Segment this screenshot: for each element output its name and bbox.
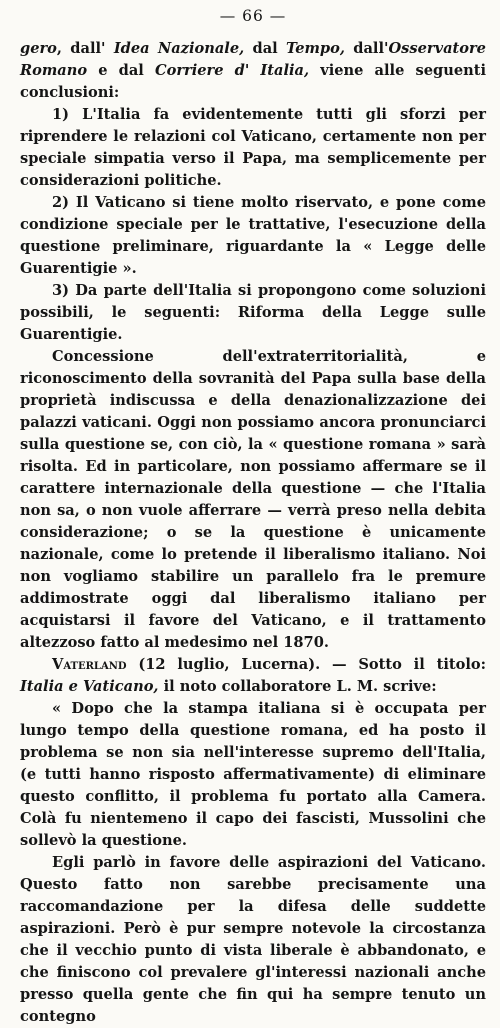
newspaper-title: Corriere d' Italia, xyxy=(154,62,310,79)
paragraph-sources xyxy=(20,38,486,104)
text-fragment: dal xyxy=(244,40,287,57)
newspaper-title: Tempo, xyxy=(286,40,345,57)
paragraph-point-3: 3) Da parte dell'Italia si propongono come soluzioni possibili, le seguenti: Riforma della Legge sulle Guarentigie. xyxy=(20,282,486,343)
paragraph-concession: Concessione dell'extraterritorialità, e riconoscimento della sovranità del Papa sulla base della proprietà indiscussa e della denazionalizzazione dei palazzi vaticani. Oggi non possiamo ancora pronunciarci sulla questione se, con ciò, la « questione romana » sarà risolta. Ed in particolare, non possiamo affermare se il carattere internazionale della questione — che l'Italia non sa, o non vuole afferrare — verrà preso nella debita considerazione; o se la questione è unicamente nazionale, come lo pretende il liberalismo italiano. Noi non vogliamo stabilire un parallelo fra le premure addimostrate oggi dal liberalismo italiano per acquistarsi il favore del Vaticano, e il trattamento altezzoso fatto al medesimo nel 1870. xyxy=(20,348,486,651)
text-fragment: e dal xyxy=(87,62,155,79)
newspaper-title: Osservatore Romano xyxy=(20,40,486,79)
body-text xyxy=(20,38,486,1028)
text-fragment: , dall' xyxy=(56,40,114,57)
page-number: — 66 — xyxy=(219,7,287,25)
newspaper-title: Idea Nazionale, xyxy=(113,40,245,57)
paragraph-point-2: 2) Il Vaticano si tiene molto riservato, e pone come condizione speciale per le trattative, l'esecuzione della questione preliminare, riguardante la « Legge delle Guarentigie ». xyxy=(20,194,486,277)
paragraph-mussolini: Egli parlò in favore delle aspirazioni del Vaticano. Questo fatto non sarebbe precisamente una raccomandazione per la difesa delle suddette aspirazioni. Però è pur sempre notevole la circostanza che il vecchio punto di vista liberale è abbandonato, e che finiscono col prevalere gl'interessi nazionali anche presso quella gente che fin qui ha sempre tenuto un contegno xyxy=(20,854,486,1025)
article-title: Italia e Vaticano, xyxy=(20,678,159,695)
italic-fragment: gero xyxy=(20,40,57,57)
paragraph-quote: « Dopo che la stampa italiana si è occupata per lungo tempo della questione romana, ed ha posto il problema se non sia nell'interesse supremo dell'Italia, (e tutti hanno risposto affermativamente) di eliminare questo conflitto, il problema fu portato alla Camera. Colà fu nientemeno il capo dei fascisti, Mussolini che sollevò la questione. xyxy=(20,700,486,849)
text-fragment: (12 luglio, Lucerna). — Sotto il titolo: xyxy=(126,656,486,673)
text-fragment: dall' xyxy=(344,40,389,57)
text-fragment: viene alle seguenti conclusioni: xyxy=(20,62,486,101)
text-fragment: il noto collaboratore L. M. scrive: xyxy=(158,678,437,695)
paragraph-vaterland xyxy=(20,654,486,698)
newspaper-name: Vaterland xyxy=(52,656,127,673)
paragraph-point-1: 1) L'Italia fa evidentemente tutti gli sforzi per riprendere le relazioni col Vaticano, certamente non per speciale simpatia verso il Papa, ma semplicemente per considerazioni politiche. xyxy=(20,106,486,189)
